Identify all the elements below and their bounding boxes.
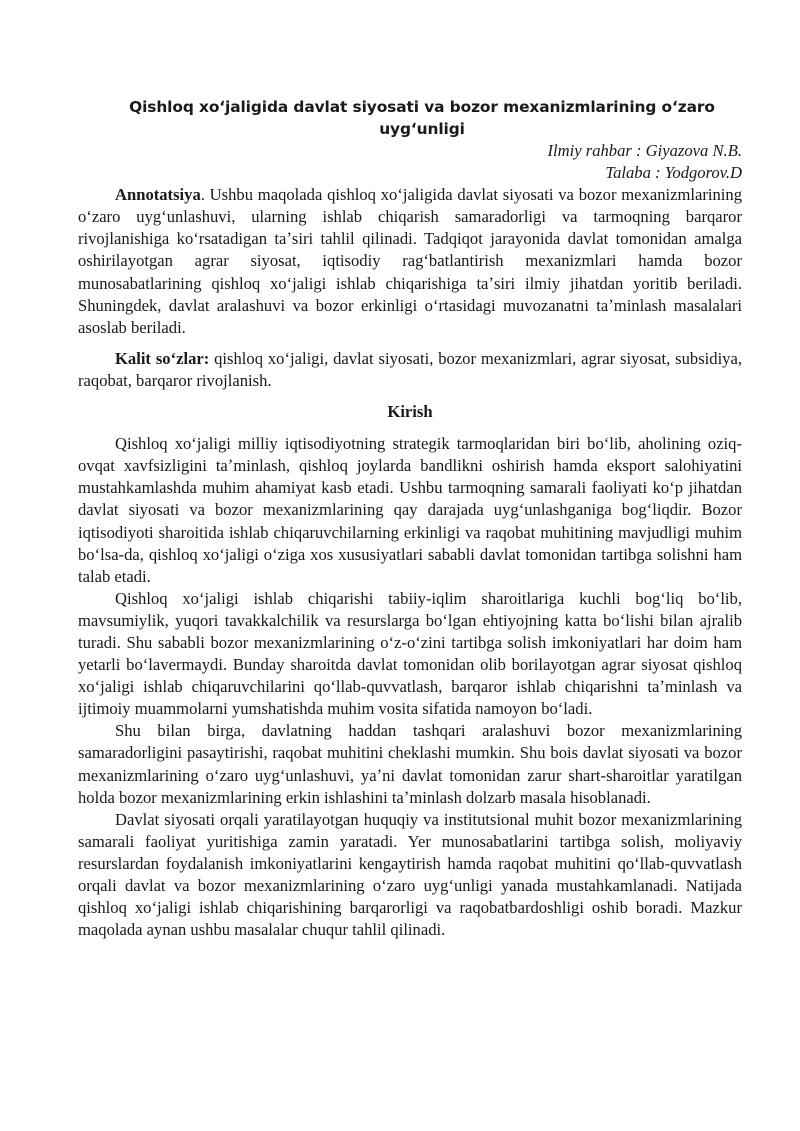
keywords-text: qishloq xoʻjaligi, davlat siyosati, bozor mexanizmlari, agrar siyosat, subsidiya, raqobat, barqaror rivojlanish. (78, 348, 742, 390)
annotation-label: Annotatsiya (115, 185, 201, 205)
student-line: Talaba : Yodgorov.D (605, 163, 742, 183)
annotation-paragraph (78, 184, 742, 339)
body-paragraph-2: Qishloq xoʻjaligi ishlab chiqarishi tabiiy-iqlim sharoitlariga kuchli bogʻliq boʻlib, mavsumiylik, yuqori tavakkalchilik va resurslarga boʻlgan ehtiyojning katta boʻlishi bilan ajralib turadi. Shu sababli bozor mexanizmlarining oʻz-oʻzini tartibga solish imkoniyatlari har doim ham yetarli boʻlavermaydi. Bunday sharoitda davlat tomonidan olib borilayotgan agrar siyosat qishloq xoʻjaligi ishlab chiqaruvchilarini qoʻllab-quvvatlash, barqaror ishlab chiqarishni taʼminlash va ijtimoiy muammolarni yumshatishda muhim vosita sifatida namoyon boʻladi. (78, 588, 742, 719)
paper-title: Qishloq xoʻjaligida davlat siyosati va bozor mexanizmlarining oʻzaro uygʻunligi (129, 98, 715, 138)
document-page (78, 96, 742, 941)
keywords-paragraph (78, 348, 742, 392)
body-paragraph-4: Davlat siyosati orqali yaratilayotgan huquqiy va institutsional muhit bozor mexanizmlarining samarali faoliyat yuritishiga zamin yaratadi. Yer munosabatlarini tartibga solish, moliyaviy resurslardan foydalanish imkoniyatlarini kengaytirish hamda raqobat muhitini qoʻllab-quvvatlash orqali davlat va bozor mexanizmlarining oʻzaro uygʻunligi yanada mustahkamlanadi. Natijada qishloq xoʻjaligi ishlab chiqarishining barqarorligi va raqobatbardoshligi oshib boradi. Mazkur maqolada aynan ushbu masalalar chuqur tahlil qilinadi. (78, 809, 742, 940)
intro-heading: Kirish (387, 402, 433, 422)
body-paragraph-1: Qishloq xoʻjaligi milliy iqtisodiyotning strategik tarmoqlaridan biri boʻlib, aholining oziq-ovqat xavfsizligini taʼminlash, qishloq joylarda bandlikni oshirish hamda eksport salohiyatini mustahkamlashda muhim ahamiyat kasb etadi. Ushbu tarmoqning samarali faoliyati koʻp jihatdan davlat siyosati va bozor mexanizmlarining qay darajada uygʻunlashganiga bogʻliqdir. Bozor iqtisodiyoti sharoitida ishlab chiqaruvchilarning erkinligi va raqobat muhitining mavjudligi muhim boʻlsa-da, qishloq xoʻjaligi oʻziga xos xususiyatlari sababli davlat tomonidan tartibga solishni ham talab etadi. (78, 434, 742, 586)
body-paragraph-3: Shu bilan birga, davlatning haddan tashqari aralashuvi bozor mexanizmlarining samaradorligini pasaytirishi, raqobat muhitini cheklashi mumkin. Shu bois davlat siyosati va bozor mexanizmlarining oʻzaro uygʻunlashuvi, yaʼni davlat tomonidan zarur shart-sharoitlar yaratilgan holda bozor mexanizmlarining erkin ishlashini taʼminlash dolzarb masala hisoblanadi. (78, 721, 742, 807)
keywords-label: Kalit soʻzlar: (115, 348, 210, 368)
annotation-text: . Ushbu maqolada qishloq xoʻjaligida davlat siyosati va bozor mexanizmlarining oʻzaro uygʻunlashuvi, ularning ishlab chiqarish samaradorligi va tarmoqning barqaror rivojlanishiga koʻrsatadigan taʼsiri tahlil qilinadi. Tadqiqot jarayonida davlat tomonidan amalga oshirilayotgan agrar siyosat, iqtisodiy ragʻbatlantirish mexanizmlari hamda bozor munosabatlarining qishloq xoʻjaligi ishlab chiqarishiga taʼsiri ilmiy jihatdan yoritib beriladi. Shuningdek, davlat aralashuvi va bozor erkinligi oʻrtasidagi muvozanatni taʼminlash masalalari asoslab beriladi. (78, 185, 742, 337)
supervisor-line: Ilmiy rahbar : Giyazova N.B. (547, 141, 742, 160)
